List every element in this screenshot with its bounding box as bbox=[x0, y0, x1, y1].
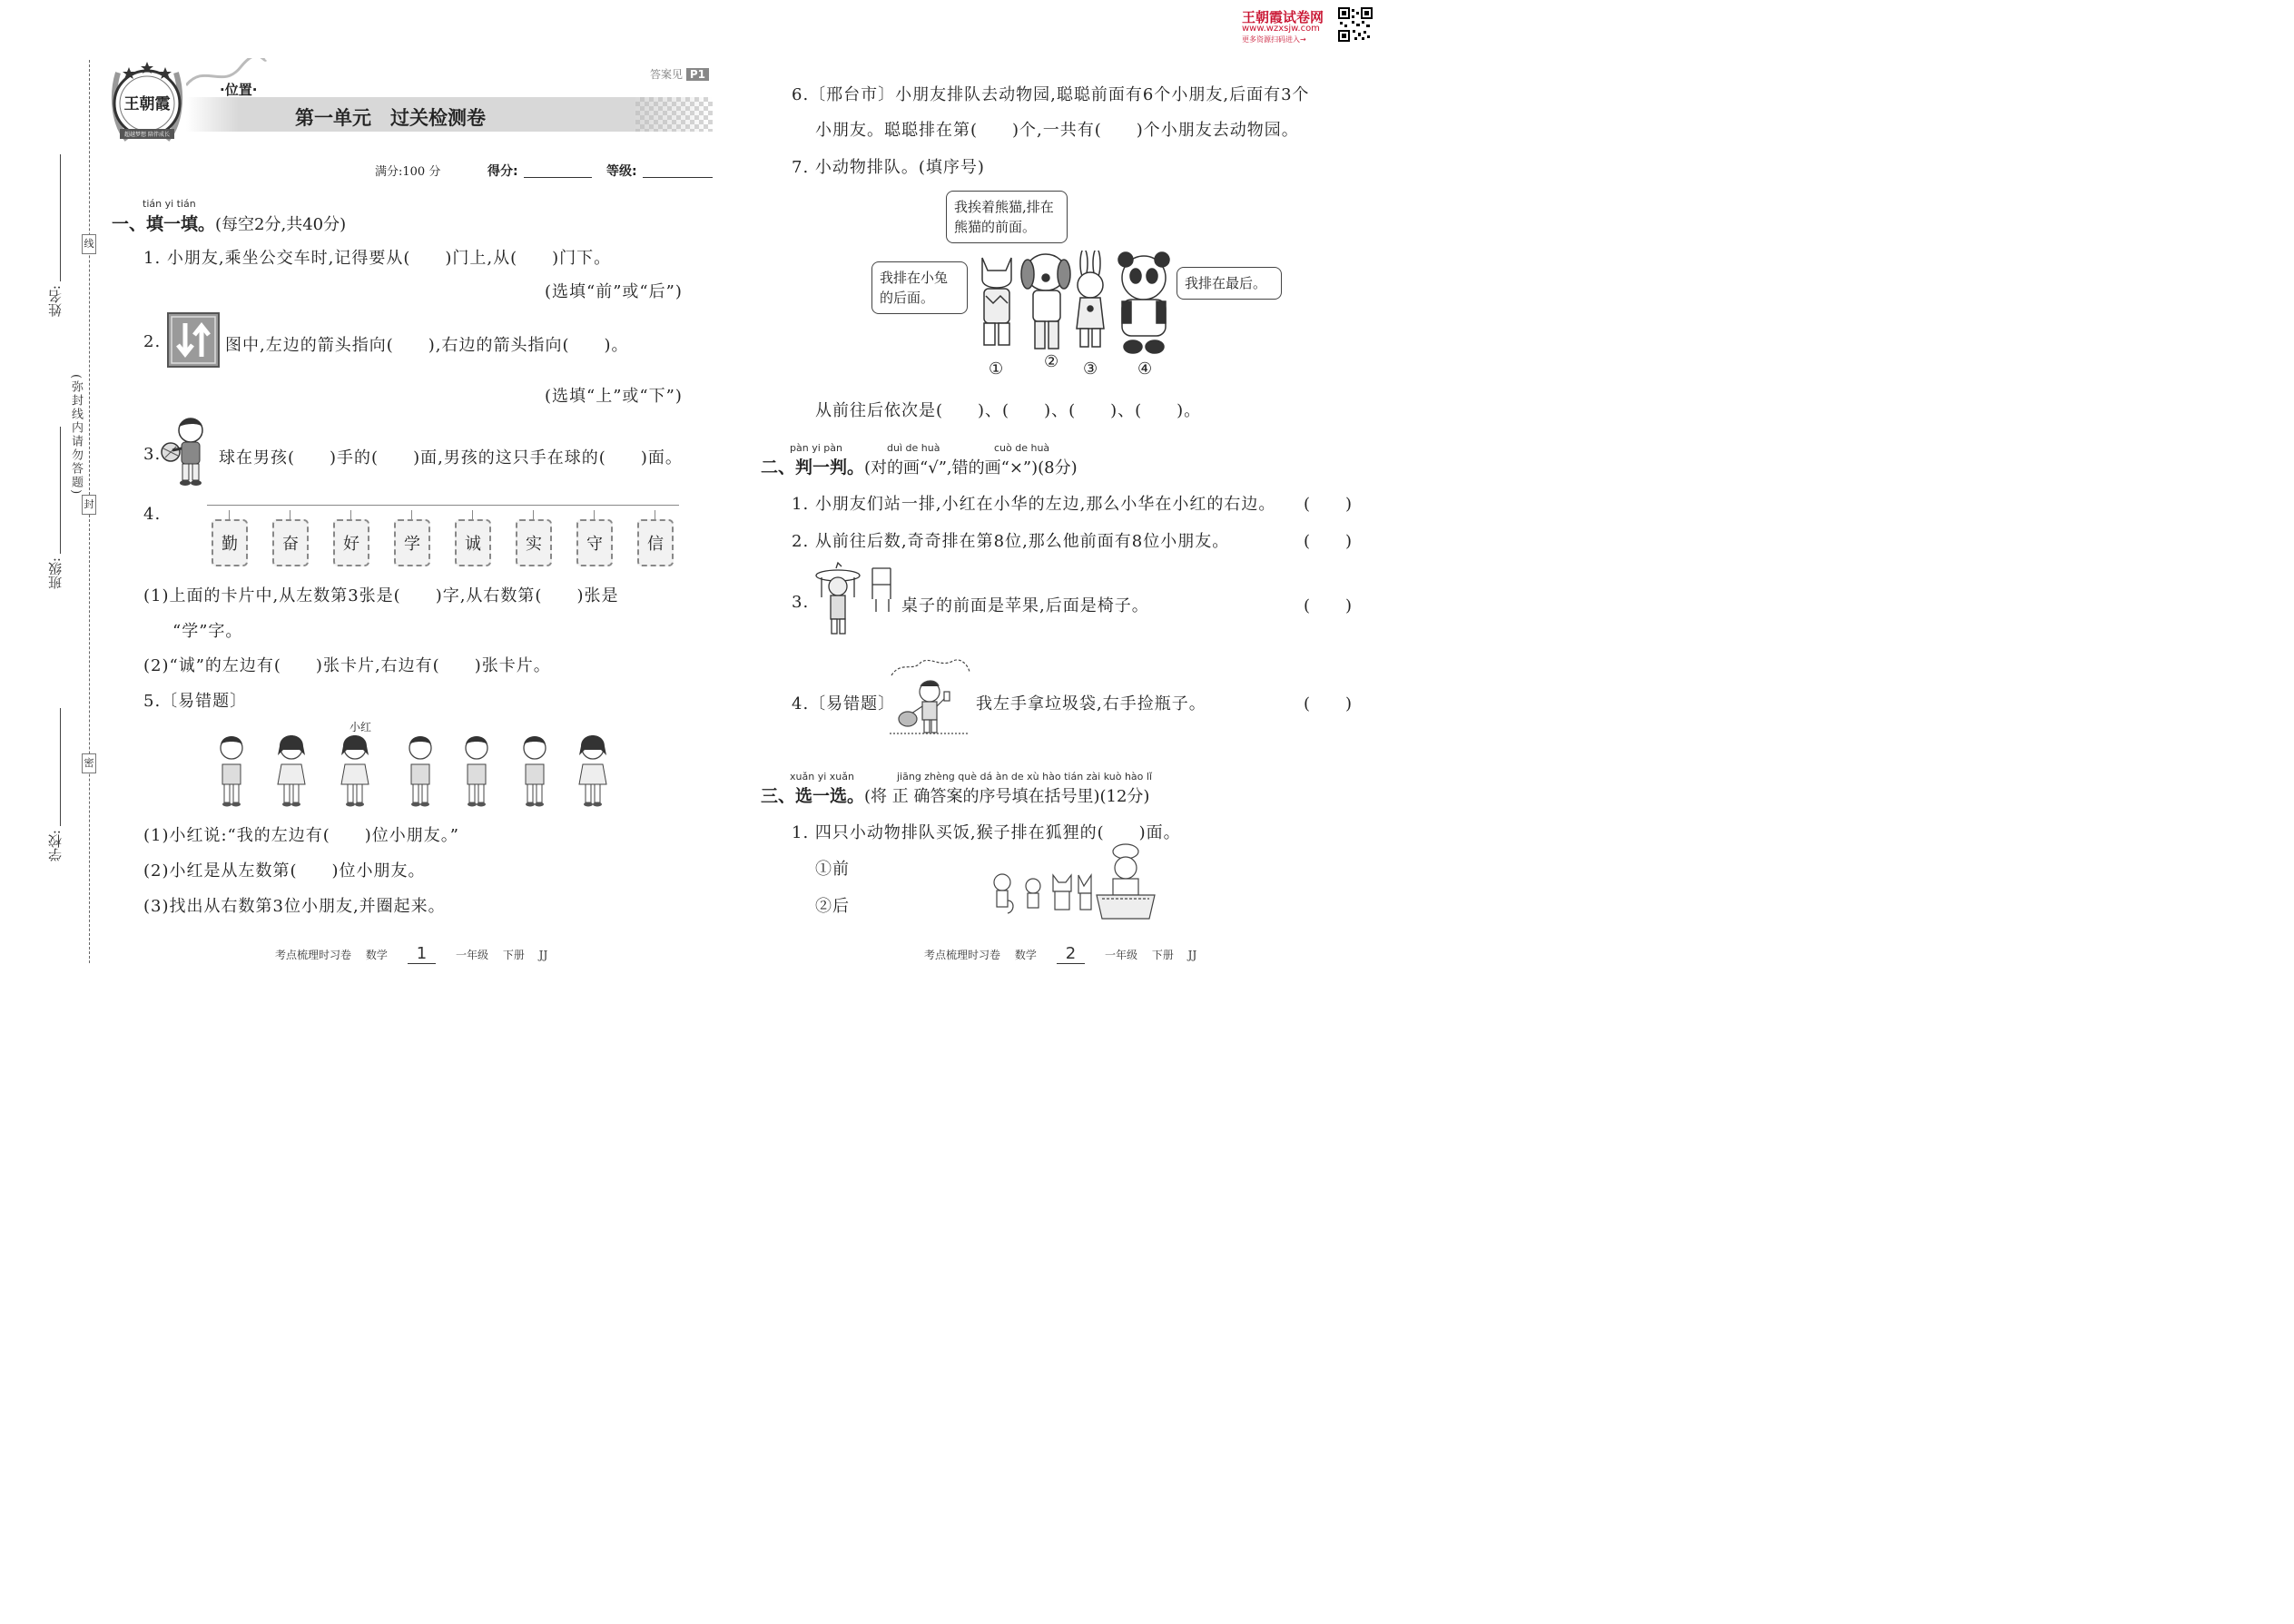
kid-5-illustration[interactable] bbox=[459, 732, 494, 808]
name-field[interactable] bbox=[60, 154, 61, 281]
card-7: 守 bbox=[576, 519, 613, 566]
card-2: 奋 bbox=[272, 519, 309, 566]
section1-title: 一、填一填。 bbox=[112, 214, 216, 234]
unit-tag: ·位置· bbox=[220, 82, 258, 98]
card-3: 好 bbox=[333, 519, 369, 566]
xiaohong-label: 小红 bbox=[350, 721, 372, 733]
boy-with-ball-illustration bbox=[160, 414, 216, 488]
bubble-panda: 我排在最后。 bbox=[1177, 267, 1282, 300]
s1-q5-3: (3)找出从右数第3位小朋友,并圈起来。 bbox=[143, 897, 446, 916]
score-field[interactable] bbox=[524, 177, 592, 178]
section1-pinyin: tián yi tián bbox=[143, 198, 196, 210]
section2-points: (对的画“√”,错的画“×”)(8分) bbox=[864, 458, 1078, 477]
class-field[interactable] bbox=[60, 427, 61, 554]
title-banner-pattern bbox=[635, 97, 713, 132]
footer-left-volume: 下册 bbox=[502, 949, 525, 961]
animal-num-2: ② bbox=[1044, 352, 1059, 371]
footer-right-subject: 数学 bbox=[1014, 949, 1037, 961]
logo-text: 王朝霞 bbox=[123, 95, 171, 113]
page-title: 第一单元 过关检测卷 bbox=[295, 107, 486, 129]
footer-left-subject: 数学 bbox=[365, 949, 388, 961]
section2-heading bbox=[761, 454, 1078, 478]
logo-badge bbox=[102, 56, 192, 147]
s2-q2: 2. 从前往后数,奇奇排在第8位,那么他前面有8位小朋友。 bbox=[792, 532, 1230, 551]
score-label: 得分: bbox=[487, 164, 518, 179]
s2-q4-num: 4.〔易错题〕 bbox=[792, 694, 896, 714]
qr-code-icon[interactable] bbox=[1338, 7, 1373, 42]
s2-q3: 桌子的前面是苹果,后面是椅子。 bbox=[901, 596, 1149, 615]
card-4: 学 bbox=[394, 519, 430, 566]
logo-ribbon-text: 超越梦想 陪伴成长 bbox=[124, 132, 170, 138]
s1-q2-num: 2. bbox=[143, 332, 162, 351]
kid-xiaohong-illustration[interactable] bbox=[338, 732, 372, 808]
full-score: 满分:100 分 bbox=[375, 165, 441, 179]
card-5: 诚 bbox=[455, 519, 491, 566]
s2-q4: 我左手拿垃圾袋,右手捡瓶子。 bbox=[976, 694, 1206, 714]
card-string bbox=[207, 505, 679, 506]
animal-num-4: ④ bbox=[1137, 359, 1153, 379]
bubble-dog: 我挨着熊猫,排在熊猫的前面。 bbox=[946, 191, 1068, 243]
answer-ref bbox=[650, 66, 709, 82]
section2-pinyin-1: pàn yi pàn bbox=[790, 442, 842, 454]
school-field[interactable] bbox=[60, 708, 61, 826]
s1-q3-num: 3. bbox=[143, 445, 162, 464]
s1-q3: 球在男孩( )手的( )面,男孩的这只手在球的( )面。 bbox=[219, 448, 683, 468]
name-label: 姓名: bbox=[47, 285, 64, 318]
s1-q1-hint: (选填“前”或“后”) bbox=[545, 282, 683, 301]
footer-right-grade: 一年级 bbox=[1104, 949, 1137, 961]
s1-q1: 1. 小朋友,乘坐公交车时,记得要从( )门上,从( )门下。 bbox=[143, 249, 612, 268]
grade-label: 等级: bbox=[606, 164, 637, 179]
section2-pinyin-2: duì de huà bbox=[887, 442, 940, 454]
animal-num-3: ③ bbox=[1083, 359, 1098, 379]
footer-left-series: 考点梳理时习卷 bbox=[275, 949, 352, 961]
s1-q7: 7. 小动物排队。(填序号) bbox=[792, 158, 985, 177]
s1-q5-2: (2)小红是从左数第( )位小朋友。 bbox=[143, 861, 426, 881]
s2-q2-paren[interactable]: ( ) bbox=[1304, 532, 1354, 551]
footer-left bbox=[275, 944, 547, 964]
brand-url[interactable]: www.wzxsjw.com bbox=[1242, 24, 1320, 34]
s3-q1: 1. 四只小动物排队买饭,猴子排在狐狸的( )面。 bbox=[792, 823, 1181, 842]
section1-heading bbox=[112, 211, 346, 235]
s1-q4-num: 4. bbox=[143, 505, 162, 524]
table-scene-illustration bbox=[812, 561, 899, 641]
s3-q1-option-1[interactable]: ①前 bbox=[815, 860, 850, 879]
section3-pinyin-1: xuǎn yi xuǎn bbox=[790, 771, 854, 782]
brand-name[interactable]: 王朝霞试卷网 bbox=[1242, 9, 1324, 25]
footer-right bbox=[924, 944, 1196, 964]
brand-tip: 更多资源扫码进入→ bbox=[1242, 35, 1306, 44]
binding-line-mark: 线 bbox=[82, 234, 96, 254]
binding-note: (弥封线内请勿答题) bbox=[69, 374, 83, 497]
kid-1-illustration[interactable] bbox=[214, 732, 249, 808]
school-label: 学校: bbox=[47, 830, 64, 862]
footer-right-volume: 下册 bbox=[1151, 949, 1174, 961]
s2-q1: 1. 小朋友们站一排,小红在小华的左边,那么小华在小红的右边。 bbox=[792, 495, 1276, 514]
kid-2-illustration[interactable] bbox=[274, 732, 309, 808]
animal-num-1: ① bbox=[989, 359, 1004, 379]
s2-q3-num: 3. bbox=[792, 593, 810, 612]
section3-points: (将 正 确答案的序号填在括号里)(12分) bbox=[864, 787, 1150, 806]
binding-secret-mark: 密 bbox=[82, 753, 96, 773]
footer-right-series: 考点梳理时习卷 bbox=[924, 949, 1001, 961]
s1-q5-1: (1)小红说:“我的左边有( )位小朋友。” bbox=[143, 826, 460, 845]
s1-q4-1b: “学”字。 bbox=[172, 622, 243, 641]
bubble-cat: 我排在小兔的后面。 bbox=[871, 261, 968, 314]
animals-illustration bbox=[970, 251, 1183, 359]
answer-page-badge[interactable]: P1 bbox=[686, 68, 709, 81]
class-label: 班级: bbox=[47, 557, 64, 590]
answer-ref-label: 答案见 bbox=[650, 68, 684, 81]
footer-right-edition: JJ bbox=[1187, 949, 1197, 961]
animals-buying-food-illustration bbox=[989, 841, 1157, 920]
s1-q5: 5.〔易错题〕 bbox=[143, 692, 248, 711]
s1-q6-line2: 小朋友。聪聪排在第( )个,一共有( )个小朋友去动物园。 bbox=[815, 121, 1299, 140]
card-1: 勤 bbox=[212, 519, 248, 566]
section3-heading bbox=[761, 782, 1149, 807]
s2-q3-paren[interactable]: ( ) bbox=[1304, 596, 1354, 615]
kid-7-illustration[interactable] bbox=[576, 732, 610, 808]
s2-q1-paren[interactable]: ( ) bbox=[1304, 495, 1354, 514]
arrows-icon bbox=[167, 312, 220, 368]
s1-q7-answer: 从前往后依次是( )、( )、( )、( )。 bbox=[815, 401, 1202, 420]
s1-q4-2: (2)“诚”的左边有( )张卡片,右边有( )张卡片。 bbox=[143, 656, 551, 675]
litter-scene-illustration bbox=[888, 655, 971, 739]
section3-title: 三、选一选。 bbox=[761, 786, 865, 806]
footer-right-page: 2 bbox=[1057, 944, 1085, 964]
section2-pinyin-3: cuò de huà bbox=[994, 442, 1050, 454]
s3-q1-option-2[interactable]: ②后 bbox=[815, 897, 850, 916]
s1-q4-1: (1)上面的卡片中,从左数第3张是( )字,从右数第( )张是 bbox=[143, 586, 619, 605]
footer-left-edition: JJ bbox=[538, 949, 548, 961]
s1-q2: 图中,左边的箭头指向( ),右边的箭头指向( )。 bbox=[225, 336, 629, 355]
section1-points: (每空2分,共40分) bbox=[215, 215, 347, 234]
kid-4-illustration[interactable] bbox=[403, 732, 438, 808]
kid-6-illustration[interactable] bbox=[517, 732, 552, 808]
s1-q2-hint: (选填“上”或“下”) bbox=[545, 387, 683, 406]
binding-seal-mark: 封 bbox=[82, 495, 96, 515]
s2-q4-paren[interactable]: ( ) bbox=[1304, 694, 1354, 714]
card-8: 信 bbox=[637, 519, 674, 566]
footer-left-page: 1 bbox=[408, 944, 436, 964]
section3-pinyin-2: jiāng zhèng què dá àn de xù hào tián zài kuò hào lǐ bbox=[897, 771, 1153, 782]
s1-q6-line1: 6.〔邢台市〕小朋友排队去动物园,聪聪前面有6个小朋友,后面有3个 bbox=[792, 85, 1310, 104]
section2-title: 二、判一判。 bbox=[761, 458, 865, 477]
grade-field[interactable] bbox=[643, 177, 713, 178]
card-6: 实 bbox=[516, 519, 552, 566]
footer-left-grade: 一年级 bbox=[455, 949, 488, 961]
